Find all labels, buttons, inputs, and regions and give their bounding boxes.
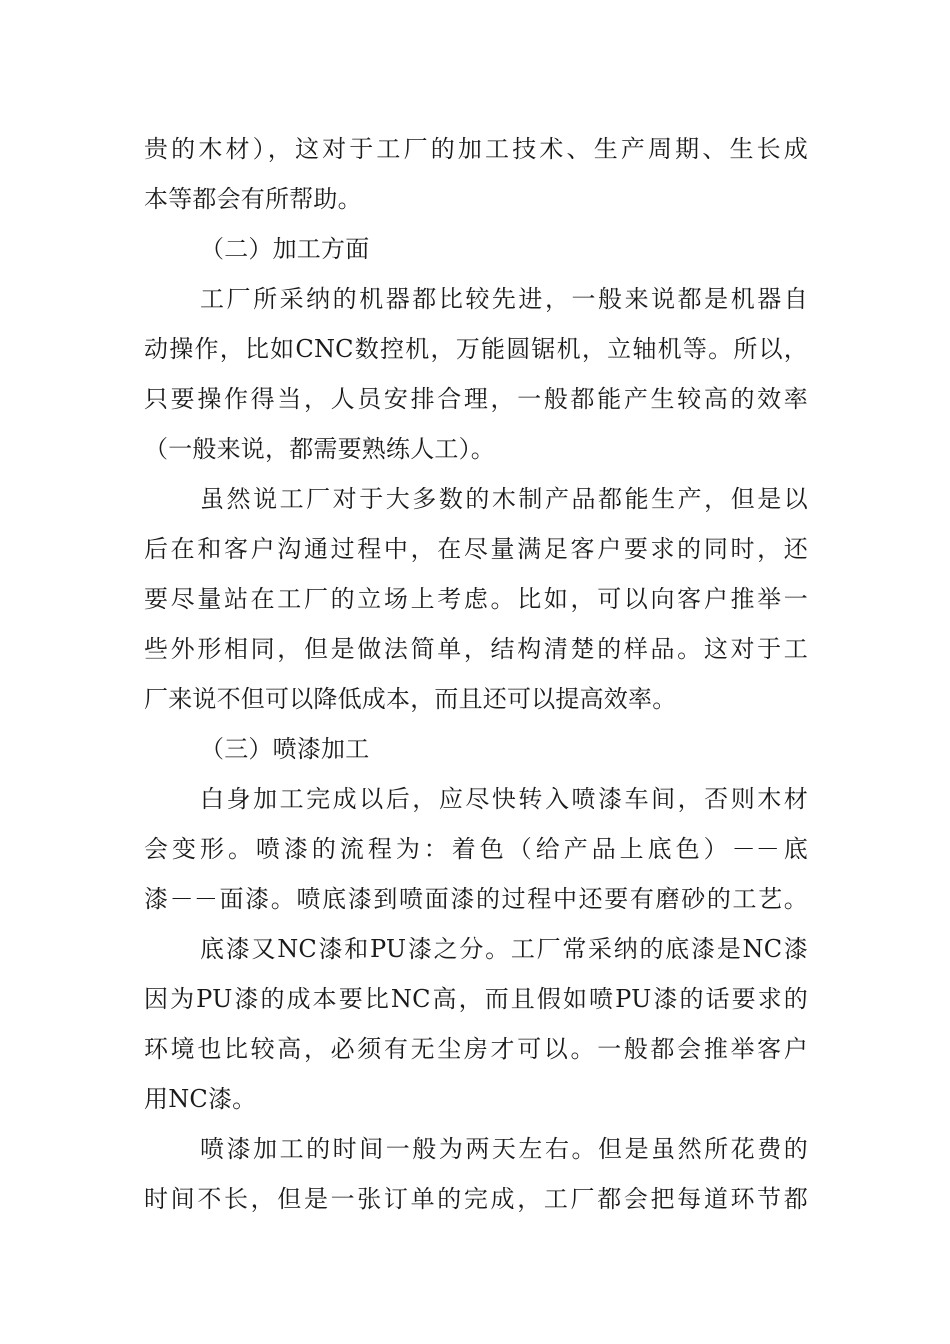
text-line: 要尽量站在工厂的立场上考虑。比如，可以向客户推举一 [144, 585, 808, 613]
text-line: 动操作，比如CNC数控机，万能圆锯机，立轴机等。所以， [144, 335, 808, 363]
section-heading: （二）加工方面 [200, 235, 370, 263]
text-line: 喷漆加工的时间一般为两天左右。但是虽然所花费的 [200, 1135, 808, 1163]
text-line: 白身加工完成以后，应尽快转入喷漆车间，否则木材 [200, 785, 808, 813]
text-line: （一般来说，都需要熟练人工）。 [144, 435, 495, 463]
text-line: 后在和客户沟通过程中，在尽量满足客户要求的同时，还 [144, 535, 808, 563]
text-line: 环境也比较高，必须有无尘房才可以。一般都会推举客户 [144, 1035, 808, 1063]
text-line: 些外形相同，但是做法简单，结构清楚的样品。这对于工 [144, 635, 808, 663]
text-line: 会变形。喷漆的流程为：着色（给产品上底色）－－底 [144, 835, 808, 863]
text-line: 用NC漆。 [144, 1085, 257, 1113]
text-line: 贵的木材），这对于工厂的加工技术、生产周期、生长成 [144, 135, 808, 163]
text-line: 本等都会有所帮助。 [144, 185, 362, 213]
text-line: 漆－－面漆。喷底漆到喷面漆的过程中还要有磨砂的工艺。 [144, 885, 808, 913]
text-line: 厂来说不但可以降低成本，而且还可以提高效率。 [144, 685, 677, 713]
text-line: 因为PU漆的成本要比NC高，而且假如喷PU漆的话要求的 [144, 985, 808, 1013]
text-line: 虽然说工厂对于大多数的木制产品都能生产，但是以 [200, 485, 808, 513]
text-line: 底漆又NC漆和PU漆之分。工厂常采纳的底漆是NC漆 [200, 935, 808, 963]
text-line: 时间不长，但是一张订单的完成，工厂都会把每道环节都 [144, 1185, 808, 1213]
text-line: 只要操作得当，人员安排合理，一般都能产生较高的效率 [144, 385, 808, 413]
text-line: 工厂所采纳的机器都比较先进，一般来说都是机器自 [200, 285, 808, 313]
section-heading: （三）喷漆加工 [200, 735, 370, 763]
